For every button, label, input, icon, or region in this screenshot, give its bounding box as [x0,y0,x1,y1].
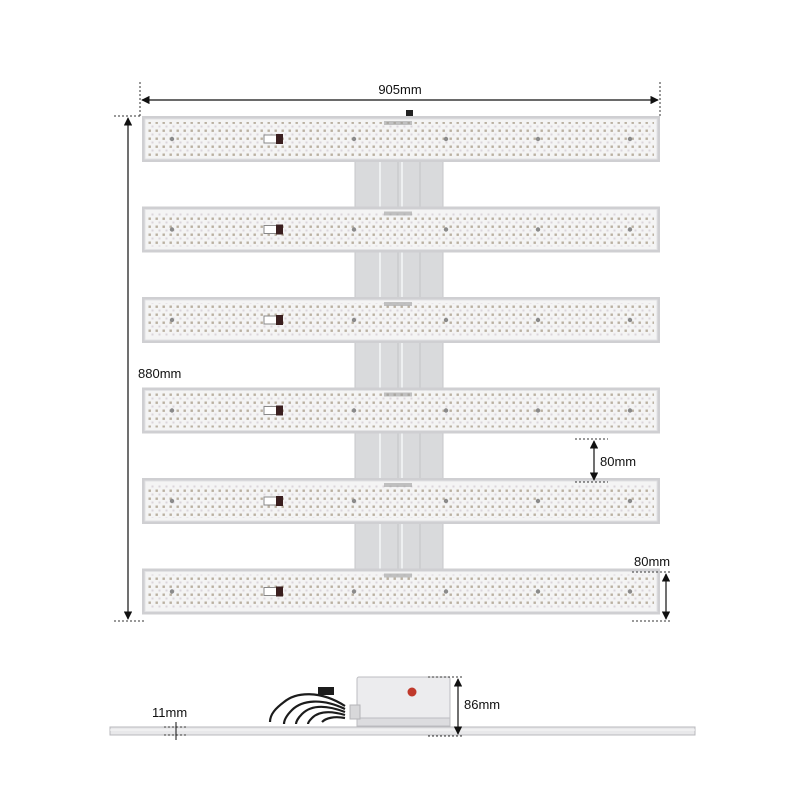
driver-height-label: 86mm [464,697,501,712]
side-view [110,677,695,740]
screw-icon [352,318,356,322]
screw-icon [352,227,356,231]
gap-label: 80mm [600,454,637,469]
screw-icon [628,137,632,141]
bar-connector [264,134,283,144]
screw-icon [170,137,174,141]
bar-connector [264,587,283,597]
screw-icon [444,408,448,412]
screw-icon [170,499,174,503]
bar-width-label: 80mm [634,554,671,569]
led-bar [142,478,660,524]
height-label: 880mm [138,366,182,381]
screw-icon [352,408,356,412]
screw-icon [352,137,356,141]
screw-icon [628,408,632,412]
led-bar [142,116,660,162]
screw-icon [536,318,540,322]
screw-icon [444,137,448,141]
screw-icon [170,318,174,322]
width-label: 905mm [378,82,422,97]
screw-icon [536,499,540,503]
width-dimension [140,82,660,116]
screw-icon [444,227,448,231]
driver-cables [270,687,345,724]
screw-icon [352,589,356,593]
height-dimension [114,116,181,621]
thickness-label: 11mm [152,705,188,720]
bar-connector [264,315,283,325]
screw-icon [628,589,632,593]
driver-box [350,677,450,726]
screw-icon [170,227,174,231]
led-bar [142,388,660,434]
led-bar [142,569,660,615]
screw-icon [628,318,632,322]
screw-icon [170,408,174,412]
led-bar [142,297,660,343]
screw-icon [536,137,540,141]
side-bar-profile [110,727,695,735]
screw-icon [536,589,540,593]
screw-icon [444,589,448,593]
bar-connector [264,496,283,506]
screw-icon [536,408,540,412]
screw-icon [444,499,448,503]
screw-icon [170,589,174,593]
bar-connector [264,225,283,235]
led-bar [142,207,660,253]
screw-icon [536,227,540,231]
screw-icon [628,499,632,503]
driver-button [408,688,417,697]
screw-icon [444,318,448,322]
screw-icon [628,227,632,231]
screw-icon [352,499,356,503]
gap-dimension [575,439,636,482]
bar-connector [264,406,283,416]
